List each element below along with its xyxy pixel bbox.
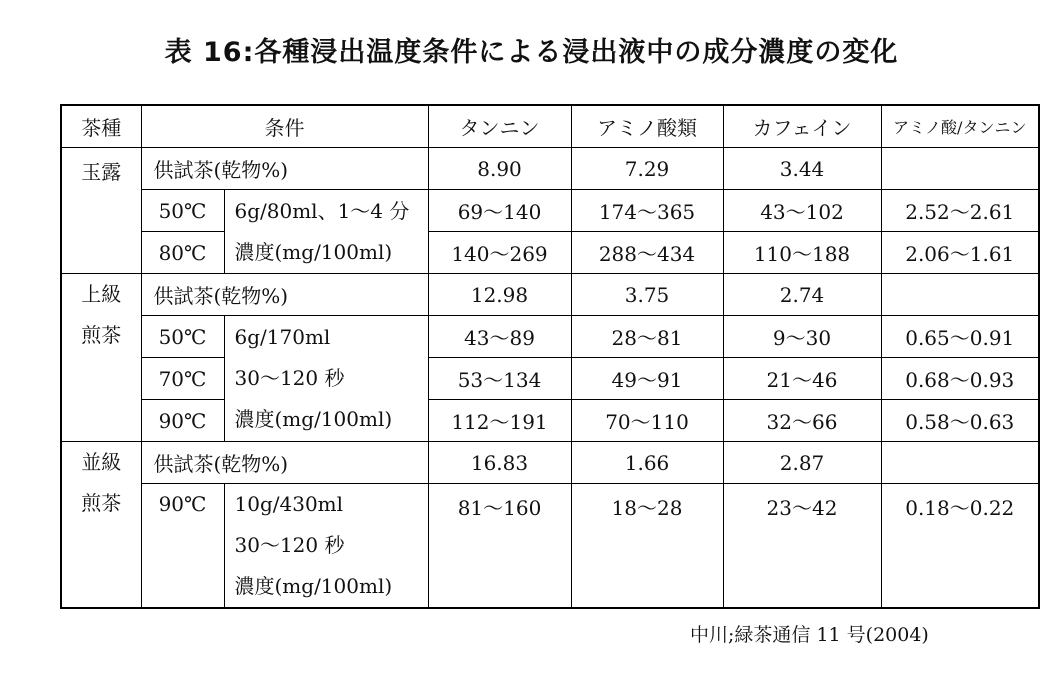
condition-line: 30〜120 秒 [234,533,345,557]
condition-cell [224,484,428,609]
header-ratio: アミノ酸/タンニン [881,105,1039,148]
cell: 0.68〜0.93 [881,358,1039,400]
cell: 18〜28 [571,484,723,609]
table-row [61,400,1039,442]
cell: 16.83 [428,442,571,484]
cell: 0.18〜0.22 [881,484,1039,609]
header-caffeine: カフェイン [723,105,881,148]
data-table [60,104,1040,609]
cell: 8.90 [428,148,571,190]
cell: 70〜110 [571,400,723,442]
cell: 81〜160 [428,484,571,609]
table-title: 表 16:各種浸出温度条件による浸出液中の成分濃度の変化 [164,37,899,68]
table-row [61,484,1039,609]
condition-line: 10g/430ml [234,492,344,516]
table-row [61,190,1039,232]
header-amino: アミノ酸類 [571,105,723,148]
table-row [61,232,1039,274]
cell: 0.58〜0.63 [881,400,1039,442]
cell: 43〜89 [428,316,571,358]
header-tannin: タンニン [428,105,571,148]
cell: 3.44 [723,148,881,190]
sample-label: 供試茶(乾物%) [141,148,428,190]
condition-cell [224,190,428,274]
condition-line: 濃度(mg/100ml) [234,574,393,598]
cell: 1.66 [571,442,723,484]
condition-cell [224,316,428,442]
cell: 140〜269 [428,232,571,274]
temp-cell: 80℃ [141,232,224,274]
condition-line: 30〜120 秒 [234,366,345,390]
condition-line: 6g/170ml [234,325,331,349]
table-row [61,274,1039,316]
cell: 2.52〜2.61 [881,190,1039,232]
cell [881,148,1039,190]
cell: 288〜434 [571,232,723,274]
tea-name-line: 上級 [81,282,122,306]
cell: 174〜365 [571,190,723,232]
table-row [61,316,1039,358]
temp-cell: 90℃ [141,400,224,442]
temp-cell: 50℃ [141,190,224,232]
cell: 49〜91 [571,358,723,400]
cell: 69〜140 [428,190,571,232]
source-citation: 中川;緑茶通信 11 号(2004) [690,624,929,646]
tea-name-gyokuro: 玉露 [61,148,141,274]
cell: 23〜42 [723,484,881,609]
table-row [61,358,1039,400]
condition-line: 濃度(mg/100ml) [234,239,393,264]
cell: 21〜46 [723,358,881,400]
cell: 2.74 [723,274,881,316]
temp-cell: 90℃ [141,484,224,609]
cell: 7.29 [571,148,723,190]
cell: 0.65〜0.91 [881,316,1039,358]
cell: 2.87 [723,442,881,484]
cell: 28〜81 [571,316,723,358]
condition-line: 6g/80ml、1〜4 分 [234,198,410,223]
tea-name-joukyu [61,274,141,442]
temp-cell: 50℃ [141,316,224,358]
cell: 12.98 [428,274,571,316]
header-condition: 条件 [141,105,428,148]
cell: 9〜30 [723,316,881,358]
table-row [61,442,1039,484]
sample-label: 供試茶(乾物%) [141,274,428,316]
cell: 53〜134 [428,358,571,400]
tea-name-namikyu [61,442,141,609]
cell: 2.06〜1.61 [881,232,1039,274]
cell: 3.75 [571,274,723,316]
cell: 112〜191 [428,400,571,442]
condition-line: 濃度(mg/100ml) [234,407,393,431]
cell: 110〜188 [723,232,881,274]
cell [881,442,1039,484]
header-tea-type: 茶種 [61,105,141,148]
cell: 32〜66 [723,400,881,442]
tea-name-line: 並級 [81,450,122,474]
header-row [61,105,1039,148]
cell: 43〜102 [723,190,881,232]
temp-cell: 70℃ [141,358,224,400]
tea-name-line: 煎茶 [81,323,122,347]
table-row [61,148,1039,190]
tea-name-line: 煎茶 [81,491,122,515]
cell [881,274,1039,316]
sample-label: 供試茶(乾物%) [141,442,428,484]
